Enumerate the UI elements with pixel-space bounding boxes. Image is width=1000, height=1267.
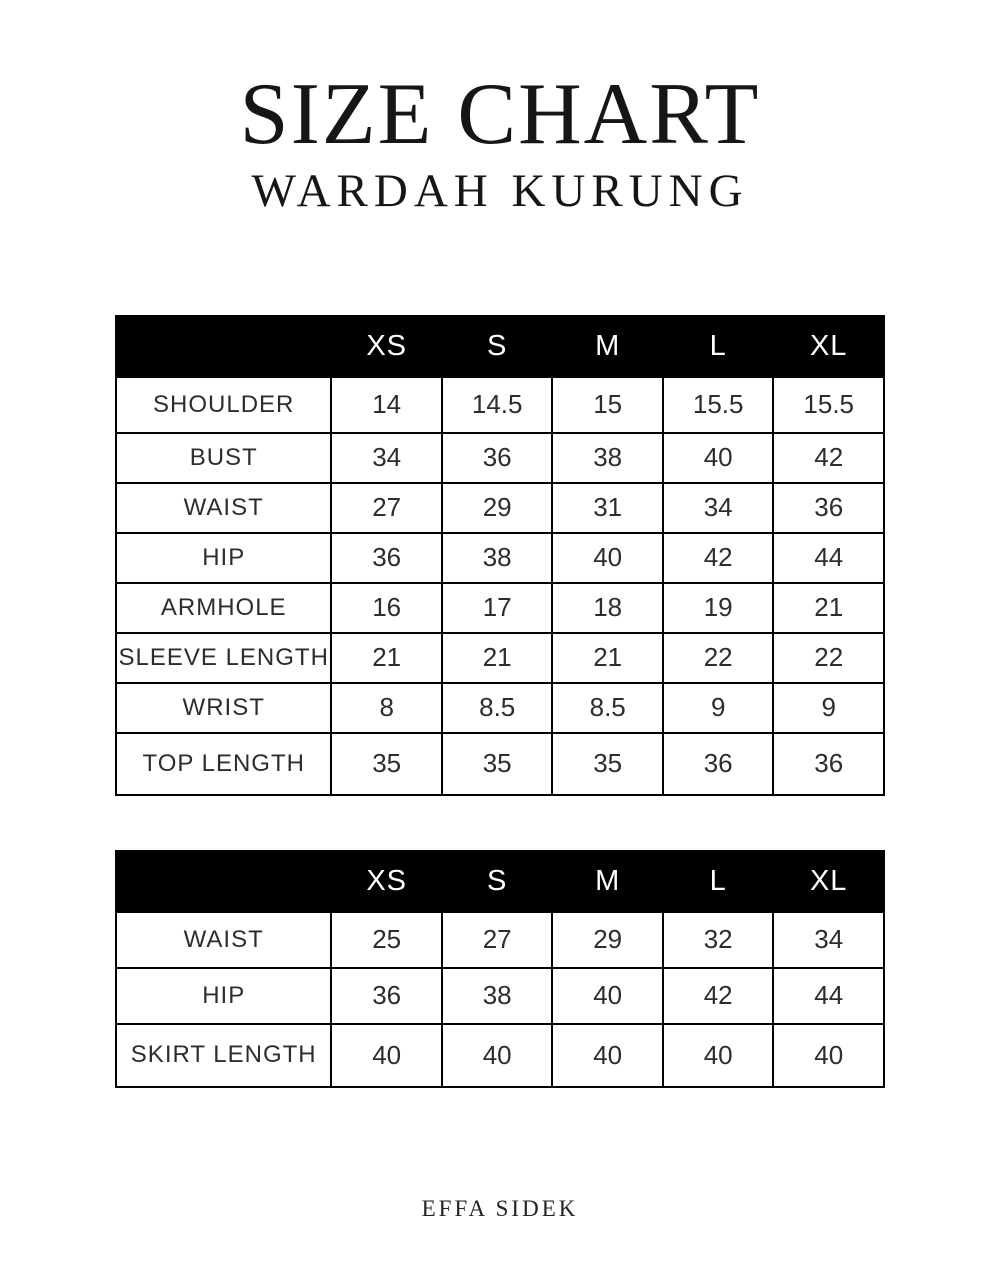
size-cell: 8.5 — [442, 683, 553, 733]
size-cell: 34 — [773, 912, 884, 968]
size-cell: 44 — [773, 533, 884, 583]
size-cell: 34 — [663, 483, 774, 533]
row-label: WAIST — [116, 912, 331, 968]
size-header-m: M — [552, 316, 663, 377]
size-cell: 31 — [552, 483, 663, 533]
size-cell: 14.5 — [442, 377, 553, 433]
size-cell: 38 — [552, 433, 663, 483]
page-subtitle: WARDAH KURUNG — [251, 164, 749, 217]
size-cell: 14 — [331, 377, 442, 433]
size-header-xs: XS — [331, 316, 442, 377]
size-header-xl: XL — [773, 316, 884, 377]
row-label: SHOULDER — [116, 377, 331, 433]
size-cell: 29 — [442, 483, 553, 533]
size-cell: 35 — [331, 733, 442, 795]
size-cell: 8 — [331, 683, 442, 733]
row-label: SKIRT LENGTH — [116, 1024, 331, 1087]
size-cell: 36 — [773, 733, 884, 795]
table-row-hip — [116, 533, 884, 583]
row-label: TOP LENGTH — [116, 733, 331, 795]
size-header-xs: XS — [331, 851, 442, 912]
row-label: HIP — [116, 968, 331, 1024]
size-cell: 22 — [663, 633, 774, 683]
size-cell: 16 — [331, 583, 442, 633]
size-cell: 36 — [331, 968, 442, 1024]
row-label: ARMHOLE — [116, 583, 331, 633]
document-header — [0, 0, 1000, 215]
header-cell-empty — [116, 851, 331, 912]
size-cell: 21 — [773, 583, 884, 633]
size-cell: 40 — [442, 1024, 553, 1087]
size-cell: 36 — [442, 433, 553, 483]
row-label: HIP — [116, 533, 331, 583]
size-cell: 18 — [552, 583, 663, 633]
size-cell: 36 — [331, 533, 442, 583]
size-cell: 36 — [773, 483, 884, 533]
size-cell: 35 — [442, 733, 553, 795]
size-header-l: L — [663, 316, 774, 377]
size-cell: 9 — [663, 683, 774, 733]
size-cell: 25 — [331, 912, 442, 968]
row-label: BUST — [116, 433, 331, 483]
size-cell: 35 — [552, 733, 663, 795]
table-row-wrist — [116, 683, 884, 733]
table-row-armhole — [116, 583, 884, 633]
size-cell: 32 — [663, 912, 774, 968]
page-title: SIZE CHART — [239, 66, 761, 163]
size-cell: 40 — [552, 968, 663, 1024]
table-row-skirt-waist — [116, 912, 884, 968]
table-row-shoulder — [116, 377, 884, 433]
size-cell: 21 — [552, 633, 663, 683]
size-header-s: S — [442, 851, 553, 912]
skirt-table-header-row — [116, 851, 884, 912]
size-cell: 19 — [663, 583, 774, 633]
size-header-xl: XL — [773, 851, 884, 912]
row-label: SLEEVE LENGTH — [116, 633, 331, 683]
row-label: WRIST — [116, 683, 331, 733]
size-cell: 38 — [442, 968, 553, 1024]
size-cell: 17 — [442, 583, 553, 633]
size-cell: 21 — [442, 633, 553, 683]
size-cell: 22 — [773, 633, 884, 683]
size-header-m: M — [552, 851, 663, 912]
size-cell: 42 — [773, 433, 884, 483]
size-cell: 42 — [663, 533, 774, 583]
size-cell: 29 — [552, 912, 663, 968]
size-cell: 40 — [773, 1024, 884, 1087]
size-cell: 21 — [331, 633, 442, 683]
table-row-top-length — [116, 733, 884, 795]
top-size-table — [115, 315, 885, 796]
size-cell: 9 — [773, 683, 884, 733]
size-cell: 40 — [331, 1024, 442, 1087]
skirt-size-table — [115, 850, 885, 1088]
size-cell: 40 — [552, 533, 663, 583]
size-cell: 44 — [773, 968, 884, 1024]
size-cell: 15 — [552, 377, 663, 433]
size-cell: 42 — [663, 968, 774, 1024]
size-cell: 15.5 — [663, 377, 774, 433]
table-row-skirt-hip — [116, 968, 884, 1024]
size-cell: 27 — [442, 912, 553, 968]
table-row-waist — [116, 483, 884, 533]
size-header-s: S — [442, 316, 553, 377]
size-cell: 40 — [663, 433, 774, 483]
top-table-header-row — [116, 316, 884, 377]
size-cell: 38 — [442, 533, 553, 583]
size-header-l: L — [663, 851, 774, 912]
size-cell: 40 — [552, 1024, 663, 1087]
size-cell: 40 — [663, 1024, 774, 1087]
table-row-sleeve-length — [116, 633, 884, 683]
table-row-skirt-length — [116, 1024, 884, 1087]
size-cell: 27 — [331, 483, 442, 533]
row-label: WAIST — [116, 483, 331, 533]
size-cell: 36 — [663, 733, 774, 795]
size-cell: 15.5 — [773, 377, 884, 433]
size-cell: 34 — [331, 433, 442, 483]
brand-footer: EFFA SIDEK — [421, 1195, 579, 1221]
size-cell: 8.5 — [552, 683, 663, 733]
header-cell-empty — [116, 316, 331, 377]
table-row-bust — [116, 433, 884, 483]
